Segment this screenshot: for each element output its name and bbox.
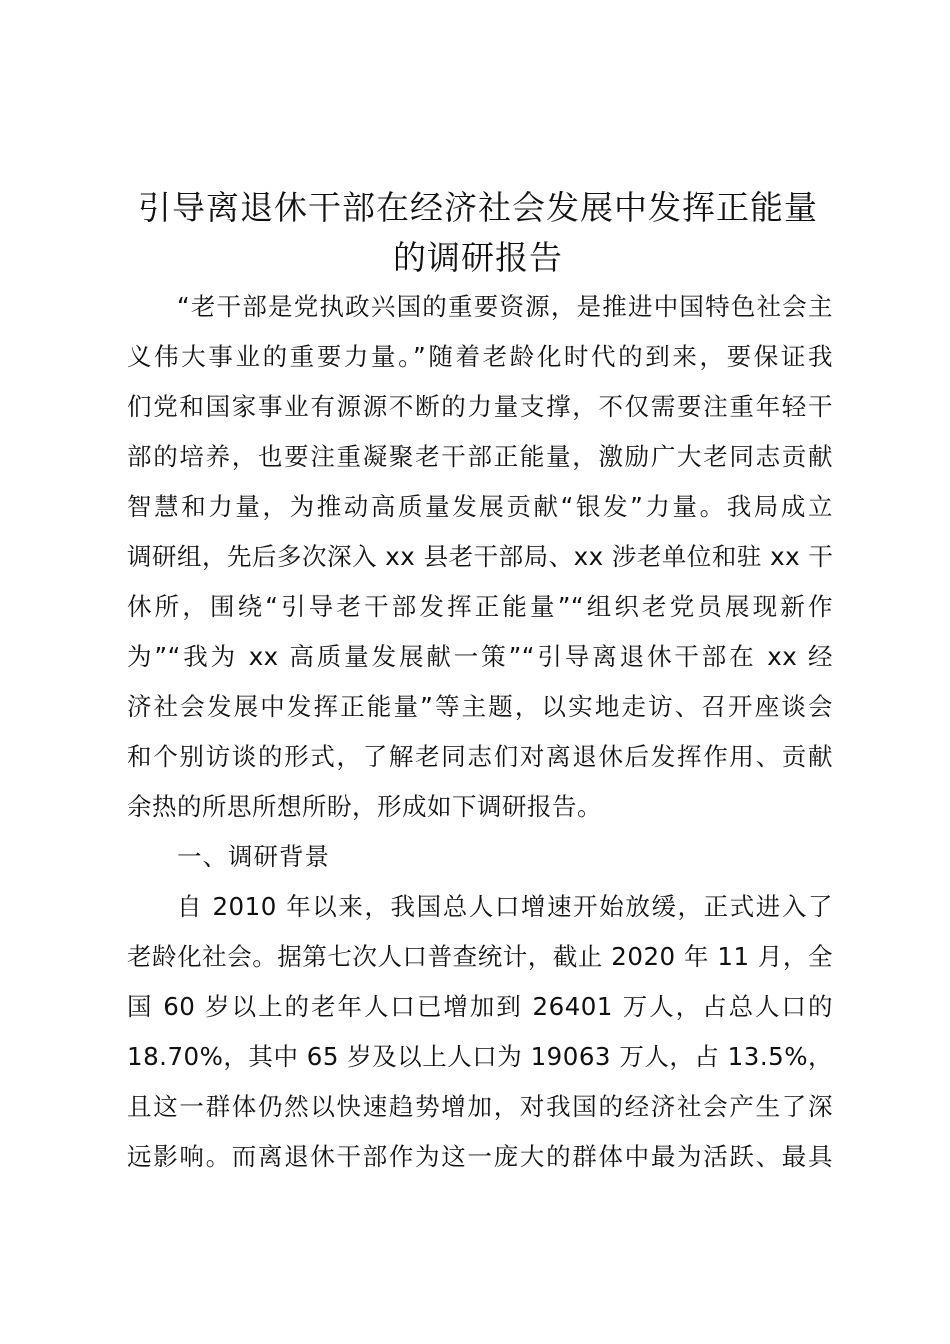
paragraph-line: 老龄化社会。据第七次人口普查统计，截止 2020 年 11 月，全: [127, 942, 833, 971]
section-heading: 一、调研背景: [177, 842, 330, 871]
document-title-line-1: 引导离退休干部在经济社会发展中发挥正能量: [138, 188, 818, 227]
paragraph-line: 们党和国家事业有源源不断的力量支撑，不仅需要注重年轻干: [127, 392, 833, 421]
paragraph-line: 余热的所思所想所盼，形成如下调研报告。: [127, 792, 602, 821]
paragraph-line: 义伟大事业的重要力量。”随着老龄化时代的到来，要保证我: [127, 342, 833, 371]
paragraph-line: 且这一群体仍然以快速趋势增加，对我国的经济社会产生了深: [127, 1092, 833, 1121]
paragraph-line: 18.70%，其中 65 岁及以上人口为 19063 万人，占 13.5%，: [127, 1042, 833, 1071]
paragraph-line: 远影响。而离退休干部作为这一庞大的群体中最为活跃、最具: [127, 1142, 833, 1171]
paragraph-line: 和个别访谈的形式，了解老同志们对离退休后发挥作用、贡献: [127, 742, 833, 771]
paragraph-line: 国 60 岁以上的老年人口已增加到 26401 万人，占总人口的: [127, 992, 833, 1021]
paragraph-line: 济社会发展中发挥正能量”等主题，以实地走访、召开座谈会: [127, 692, 833, 721]
paragraph-line: 自 2010 年以来，我国总人口增速开始放缓，正式进入了: [177, 892, 833, 921]
paragraph-line: “老干部是党执政兴国的重要资源，是推进中国特色社会主: [177, 292, 833, 321]
paragraph-line: 调研组，先后多次深入 xx 县老干部局、xx 涉老单位和驻 xx 干: [127, 542, 833, 571]
paragraph-line: 智慧和力量，为推动高质量发展贡献“银发”力量。我局成立: [127, 492, 833, 521]
document-title-line-2: 的调研报告: [393, 238, 563, 277]
paragraph-line: 为”“我为 xx 高质量发展献一策”“引导离退休干部在 xx 经: [127, 642, 833, 671]
paragraph-line: 部的培养，也要注重凝聚老干部正能量，激励广大老同志贡献: [127, 442, 833, 471]
paragraph-line: 休所，围绕“引导老干部发挥正能量”“组织老党员展现新作: [127, 592, 833, 621]
